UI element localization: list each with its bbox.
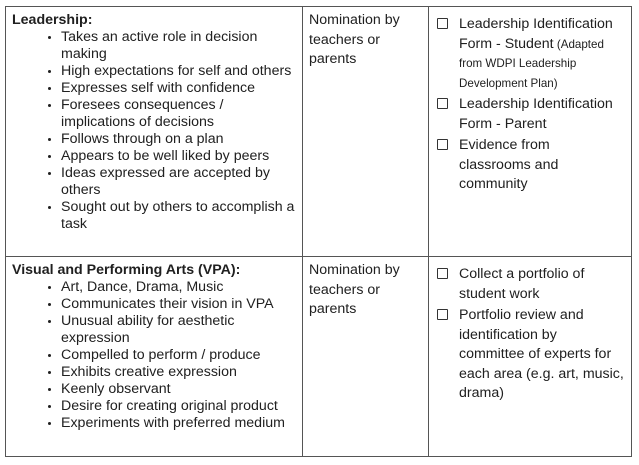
criteria-item: • Compelled to perform / produce xyxy=(61,347,296,364)
evidence-cell xyxy=(429,257,632,457)
evidence-text: Leadership Identification Form - Parent xyxy=(459,96,613,132)
nomination-cell xyxy=(303,257,429,457)
criteria-item: • Desire for creating original product xyxy=(61,398,296,415)
criteria-item: • Appears to be well liked by peers xyxy=(61,148,296,165)
evidence-cell xyxy=(429,7,632,257)
criteria-item: • Expresses self with confidence xyxy=(61,80,296,97)
evidence-item[interactable] xyxy=(459,306,625,404)
criteria-item: • High expectations for self and others xyxy=(61,63,296,80)
identification-table xyxy=(5,6,632,457)
criteria-item: • Ideas expressed are accepted by others xyxy=(61,165,296,199)
table-row-vpa xyxy=(6,257,632,457)
criteria-title: Visual and Performing Arts (VPA): xyxy=(12,262,241,278)
checkbox-icon[interactable] xyxy=(437,98,448,109)
criteria-cell xyxy=(6,7,303,257)
checkbox-icon[interactable] xyxy=(437,18,448,29)
criteria-item: • Sought out by others to accomplish a task xyxy=(61,199,296,233)
criteria-item: • Foresees consequences / implications of decisions xyxy=(61,97,296,131)
nomination-text: Nomination by teachers or parents xyxy=(309,12,400,67)
criteria-item: • Follows through on a plan xyxy=(61,131,296,148)
evidence-item[interactable] xyxy=(459,265,625,304)
evidence-note: (Adapted from WDPI Leadership Development Plan) xyxy=(459,37,604,90)
criteria-item: • Art, Dance, Drama, Music xyxy=(61,279,296,296)
evidence-text: Leadership Identification Form - Student xyxy=(459,16,613,52)
criteria-item: • Communicates their vision in VPA xyxy=(61,296,296,313)
evidence-text: Evidence from classrooms and community xyxy=(459,137,559,192)
criteria-title: Leadership: xyxy=(12,12,93,28)
criteria-cell xyxy=(6,257,303,457)
criteria-item: • Experiments with preferred medium xyxy=(61,415,296,432)
nomination-cell xyxy=(303,7,429,257)
criteria-item: • Unusual ability for aesthetic expression xyxy=(61,313,296,347)
checkbox-icon[interactable] xyxy=(437,268,448,279)
evidence-text: Portfolio review and identification by committee of experts for each area (e.g. art, music, drama) xyxy=(459,307,624,401)
criteria-item: • Exhibits creative expression xyxy=(61,364,296,381)
evidence-item[interactable] xyxy=(459,15,625,93)
evidence-item[interactable] xyxy=(459,136,625,195)
criteria-item: • Takes an active role in decision making xyxy=(61,29,296,63)
checkbox-icon[interactable] xyxy=(437,309,448,320)
checkbox-icon[interactable] xyxy=(437,139,448,150)
criteria-list xyxy=(12,279,296,432)
nomination-text: Nomination by teachers or parents xyxy=(309,262,400,317)
criteria-list xyxy=(12,29,296,233)
evidence-item[interactable] xyxy=(459,95,625,134)
evidence-text: Collect a portfolio of student work xyxy=(459,266,585,302)
criteria-item: • Keenly observant xyxy=(61,381,296,398)
table-row-leadership xyxy=(6,7,632,257)
